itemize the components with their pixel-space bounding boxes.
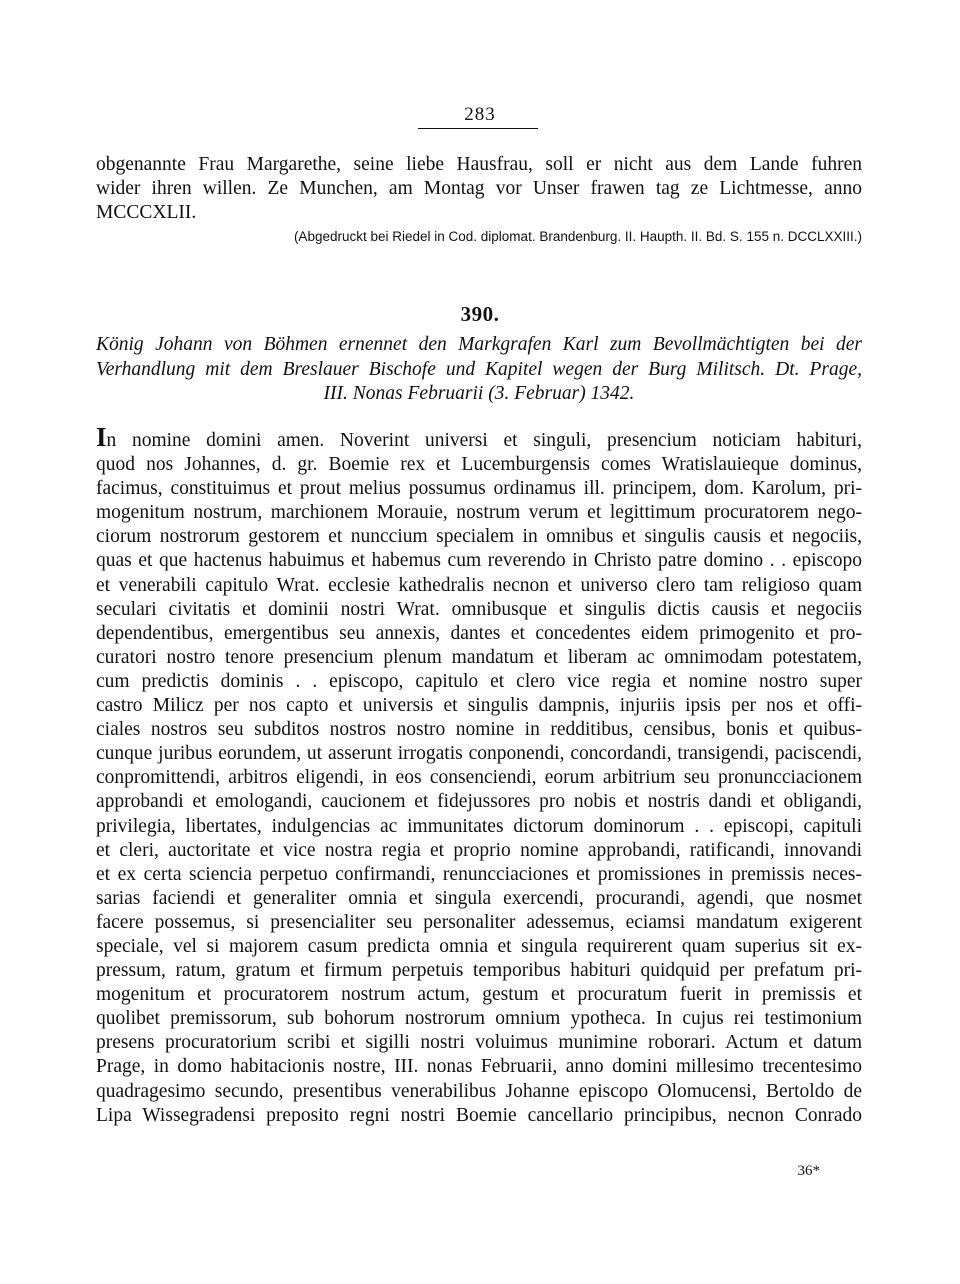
text-line: MCCCXLII. (96, 202, 197, 224)
regest-line: König Johann von Böhmen ernennet den Markgrafen Karl zum Bevollmächtigten bei der (96, 334, 862, 355)
text-line: obgenannte Frau Margarethe, seine liebe Hausfrau, soll er nicht aus dem Lande fuhren (96, 154, 862, 175)
text-line: quas et que hactenus habuimus et habemus cum reverendo in Christo patre domino . . episcopo (96, 550, 862, 572)
charter-text (96, 422, 862, 1128)
text-line: quolibet premissorum, sub bohorum nostrorum omnium ypotheca. In cujus rei testimonium (96, 1008, 862, 1030)
source-note: (Abgedruckt bei Riedel in Cod. diplomat. Brandenburg. II. Haupth. II. Bd. S. 155 n. DCCLXXIII.) (293, 229, 862, 244)
text-line: curatori nostro tenore presencium plenum mandatum et liberam ac omnimodam potestatem, (96, 646, 862, 668)
text-line: facimus, constituimus et prout melius possumus ordinamus ill. principem, dom. Karolum, pri- (96, 478, 862, 500)
text-line: Lipa Wissegradensi preposito regni nostri Boemie cancellario principibus, necnon Conrado (96, 1104, 862, 1126)
text-line-first (96, 422, 862, 453)
text-line: speciale, vel si majorem casum predicta omnia et singula requirerent quam superius sit ex- (96, 935, 862, 957)
text-line: cum predictis dominis . . episcopo, capitulo et clero vice regia et nomine nostro super (96, 670, 862, 692)
text-line: approbandi et emologandi, caucionem et fidejussores pro nobis et nostris dandi et obligandi, (96, 791, 862, 813)
document-number: 390. (460, 302, 500, 326)
page-number-rule (418, 128, 538, 129)
text-line: cunque juribus eorundem, ut asserunt irrogatis conponendi, concordandi, transigendi, paciscendi, (96, 743, 862, 765)
text-line: et cleri, auctoritate et vice nostra regia et proprio nomine approbandi, ratificandi, innovandi (96, 839, 862, 861)
regest-line: III. Nonas Februarii (3. Februar) 1342. (323, 383, 635, 404)
text-line: conpromittendi, arbitros eligendi, in eos consenciendi, eorum arbitrium seu pronuncciacionem (96, 767, 862, 789)
text-line: et venerabili capitulo Wrat. ecclesie kathedralis necnon et universo clero tam religioso quam (96, 574, 862, 596)
text-line: seculari civitatis et dominii nostri Wrat. omnibusque et singulis dictis causis et negociis (96, 598, 862, 620)
text-line: Prage, in domo habitacionis nostre, III. nonas Februarii, anno domini millesimo trecentesimo (96, 1056, 862, 1078)
regest-heading (96, 333, 862, 407)
text-line: ciales nostros seu subditos nostros nostro nomine in redditibus, censibus, bonis et quibus- (96, 719, 862, 741)
text-line: presens procuratorium scribi et sigilli nostri voluimus munimine roborari. Actum et datum (96, 1032, 862, 1054)
text-line: sarias faciendi et generaliter omnia et singula exercendi, procurandi, agendi, que nosmet (96, 887, 862, 909)
text-line: et ex certa sciencia perpetuo confirmandi, renuncciaciones et promissiones in premissis neces- (96, 863, 862, 885)
intro-paragraph (96, 153, 862, 225)
signature-mark: 36* (797, 1163, 820, 1179)
text-line: ciorum nostrorum gestorem et nunccium specialem in omnibus et singulis causis et negociis, (96, 526, 862, 548)
text-line: privilegia, libertates, indulgencias ac immunitates dictorum dominorum . . episcopi, capituli (96, 815, 862, 837)
text-line: wider ihren willen. Ze Munchen, am Montag vor Unser frawen tag ze Lichtmesse, anno (96, 178, 862, 200)
text-line: dependentibus, emergentibus seu annexis, dantes et concedentes eidem primogenito et pro- (96, 622, 862, 644)
text-line: mogenitum nostrum, marchionem Morauie, nostrum verum et legittimum procuratorem nego- (96, 502, 862, 524)
page-number: 283 (464, 104, 496, 125)
text-line: quod nos Johannes, d. gr. Boemie rex et Lucemburgensis comes Wratislauieque dominus, (96, 454, 862, 476)
text-line: quadragesimo secundo, presentibus venerabilibus Johanne episcopo Olomucensi, Bertoldo de (96, 1080, 862, 1102)
first-line-text: n nomine domini amen. Noverint universi et singuli, presencium noticiam habituri, (106, 430, 862, 451)
text-line: pressum, ratum, gratum et firmum perpetuis temporibus habituri quidquid per prefatum pri- (96, 960, 862, 982)
text-line: castro Milicz per nos capto et universis et singulis dampnis, injuriis ipsis per nos et offi- (96, 695, 862, 717)
regest-line: Verhandlung mit dem Breslauer Bischofe und Kapitel wegen der Burg Militsch. Dt. Prage, (96, 358, 862, 380)
text-line: mogenitum et procuratorem nostrum actum, gestum et procuratum fuerit in premissis et (96, 984, 862, 1006)
text-line: facere possemus, si presencialiter seu personaliter adessemus, eciamsi mandatum exigerent (96, 911, 862, 933)
initial-letter: I (96, 422, 107, 452)
